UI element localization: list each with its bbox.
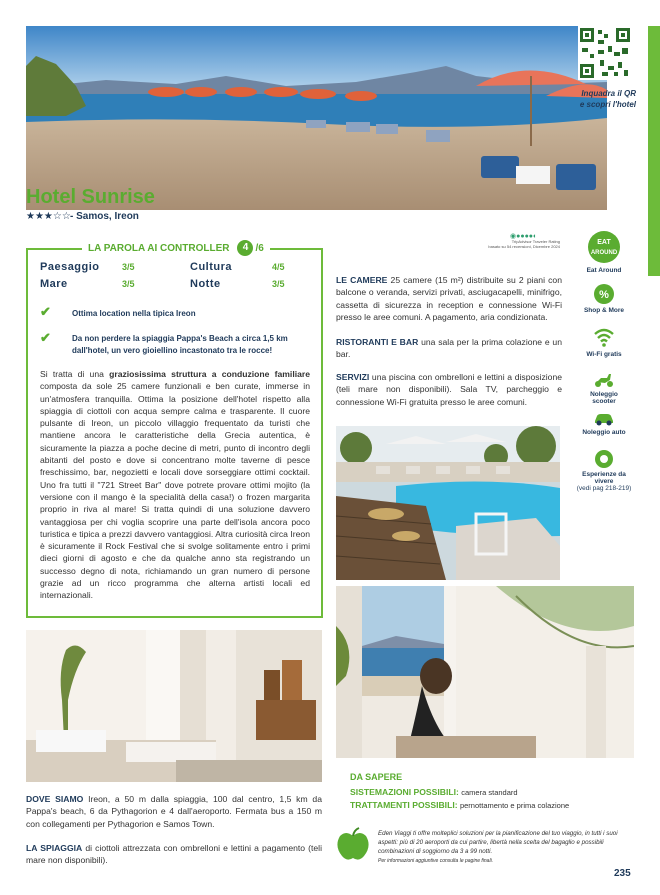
rating-paesaggio <box>40 261 160 273</box>
experience-icon <box>595 450 613 468</box>
trattamenti-label: TRATTAMENTI POSSIBILI: <box>350 800 458 810</box>
highlight-2: Da non perdere la spiaggia Pappa's Beach a circa 1,5 km dall'hotel, un vero gioiellino incastonato tra le rocce! <box>72 334 288 355</box>
apple-icon <box>336 826 370 862</box>
scooter-icon <box>593 372 615 388</box>
sidebar-label: Wi-Fi gratis <box>586 351 622 358</box>
service-restaurant <box>336 336 562 361</box>
sidebar-label: Eat Around <box>586 267 622 274</box>
svg-text:AROUND: AROUND <box>590 250 618 256</box>
wifi-icon <box>593 326 615 348</box>
tripadvisor-line1: TripAdvisor Traveler Rating <box>511 239 560 244</box>
description-bold: graziosissima struttura a conduzione familiare <box>109 369 310 379</box>
qr-code[interactable] <box>578 26 632 80</box>
qr-caption-line1: Inquadra il QR <box>581 89 636 98</box>
da-sapere-title: DA SAPERE <box>350 772 403 782</box>
rating-value: 4/5 <box>272 262 285 272</box>
service-rooms <box>336 274 562 323</box>
trattamenti-line <box>350 800 569 810</box>
sidebar-scooter <box>582 372 626 405</box>
rating-value: 3/5 <box>272 279 285 289</box>
spiaggia-head: LA SPIAGGIA <box>26 842 83 853</box>
rating-cultura <box>190 261 310 273</box>
service-text: una sala per la prima colazione e un bar. <box>336 337 562 360</box>
room-photo <box>26 630 322 782</box>
dove-siamo-text <box>26 793 322 830</box>
highlight-1: Ottima location nella tipica Ireon <box>72 309 196 318</box>
checkmark-icon: ✔ <box>40 304 51 319</box>
sistemazioni-value: camera standard <box>461 788 518 797</box>
rating-notte <box>190 278 310 290</box>
rating-value: 3/5 <box>122 262 135 272</box>
rating-mare <box>40 278 160 290</box>
dove-siamo-head: DOVE SIAMO <box>26 794 84 804</box>
dove-siamo-body: Ireon, a 50 m dalla spiaggia, 100 dal centro, 1,5 km da Pappa's beach, 6 da Pythagorion e 4 dall'aeroporto. Fermata bus a 150 m con collegamenti per Pythagorion e Samos Town. <box>26 794 322 829</box>
sistemazioni-label: SISTEMAZIONI POSSIBILI: <box>350 787 459 797</box>
hotel-stars: ★★★☆☆ <box>26 211 71 222</box>
description-part1: Si tratta di una <box>40 369 110 379</box>
qr-caption-line2: e scopri l'hotel <box>579 100 636 109</box>
controller-title-text: LA PAROLA AI CONTROLLER <box>88 242 230 254</box>
page-number: 235 <box>614 868 631 879</box>
service-text: 25 camere (15 m²) distribuite su 2 piani con balcone o veranda, servizi privati, asciugacapelli, minifrigo, cassetta di sicurezza in reception e connessione Wi-Fi presso le aree comuni. A pagamento, aria condizionata. <box>336 275 562 322</box>
sidebar-car <box>582 412 626 436</box>
tripadvisor-rating-icon: ◉●●●●◐ <box>510 233 538 240</box>
eat-around-icon <box>587 230 621 264</box>
rating-label: Paesaggio <box>40 261 100 273</box>
sidebar-label: Esperienze da vivere <box>582 471 626 485</box>
service-head: RISTORANTI E BAR <box>336 337 419 347</box>
sidebar-label: Noleggio auto <box>582 429 626 436</box>
eden-info-text: Eden Viaggi ti offre molteplici soluzioni per la pianificazione del tuo viaggio, in tutti i suoi aspetti: più di 20 aeroporti da cui partire, libertà nella scelta del bagaglio e possibili combinazioni di soggiorno da 3 a 99 notti. <box>378 830 618 855</box>
controller-score-total: /6 <box>255 242 264 254</box>
hotel-name: Hotel Sunrise <box>26 186 155 208</box>
sidebar-wifi <box>582 326 626 358</box>
service-text: una piscina con ombrelloni e lettini a disposizione (teli mare non disponibili). Sala TV, parcheggio e connessione Wi-Fi gratuita presso le aree comuni. <box>336 372 562 407</box>
dove-siamo-section <box>26 793 322 866</box>
hotel-location: - Samos, Ireon <box>70 211 139 222</box>
controller-title <box>82 240 270 256</box>
controller-description <box>40 368 310 602</box>
sidebar-label: Shop & More <box>583 307 625 314</box>
spiaggia-body: di ciottoli attrezzata con ombrelloni e lettini a pagamento (teli mare non disponibili). <box>26 842 322 866</box>
rating-label: Notte <box>190 278 221 290</box>
sistemazioni-line <box>350 787 518 797</box>
service-head: LE CAMERE <box>336 275 388 285</box>
tripadvisor-caption <box>480 239 560 249</box>
controller-score-badge: 4 <box>237 240 253 256</box>
rating-value: 3/5 <box>122 279 135 289</box>
pool-photo <box>336 426 560 580</box>
tripadvisor-line2: basato su 54 recensioni, Dicembre 2024 <box>488 244 560 249</box>
rating-label: Cultura <box>190 261 232 273</box>
sidebar-label: Noleggio scooter <box>590 391 618 405</box>
shop-more-icon <box>594 284 614 304</box>
sidebar-shop-more <box>582 284 626 314</box>
eden-note: Per informazioni aggiuntive consulta le pagine finali. <box>378 858 494 864</box>
qr-caption <box>568 88 636 110</box>
hero-beach-photo <box>26 26 607 210</box>
sidebar-sublabel: (vedi pag 218-219) <box>576 485 632 492</box>
window-sea-photo <box>336 586 634 758</box>
rating-label: Mare <box>40 278 68 290</box>
service-services <box>336 371 562 408</box>
description-part2: composta da sole 25 camere funzionali e ben curate, immerse in un'atmosfera tranquilla. Ottima la posizione dell'hotel rispetto alla spiaggia di ciottoli con acqua sempre calma e trasparente. Il cuore pulsante di Ireon, un piccolo villaggio frequentato da turisti che mantiene ancora le caratteristiche della Grecia autentica, è sicuramente la piazza a poche decine di metri, punto di incontro degli abitanti del posto e dove si concentrano molte taverne di pesce freschissimo, bar, negozietti e locali dove sorseggiare ottimi cocktail. Uno fra tutti il "721 Street Bar" dove potrete provare ottimi mojito (la versione con il mango è la specialità della casa!) o frozen margarita proprio in riva al mare! Si tratta quindi di una soluzione davvero vantaggiosa per chi voglia scoprire una parte dell'isola ancora poco turistica e tipica a prezzi davvero vantaggiosi. Altra curiosità circa Ireon è sicuramente il Rock Festival che si svolge solitamente entro i primi dieci giorni di agosto e che da qualche anno sta registrando un successo degno di nota, richiamando un gran numero di persone grazie ad un ricco programma che alterna artisti locali ed internazionali. <box>40 381 310 601</box>
checkmark-icon: ✔ <box>40 330 51 345</box>
service-head: SERVIZI <box>336 372 370 382</box>
trattamenti-value: pernottamento e prima colazione <box>459 801 570 810</box>
sidebar-experiences <box>574 450 634 492</box>
svg-text:EAT: EAT <box>597 239 611 246</box>
sidebar-eat-around <box>582 230 626 274</box>
svg-text:%: % <box>599 289 609 301</box>
section-color-bar <box>648 26 660 276</box>
car-icon <box>593 412 615 426</box>
spiaggia-text <box>26 842 322 867</box>
